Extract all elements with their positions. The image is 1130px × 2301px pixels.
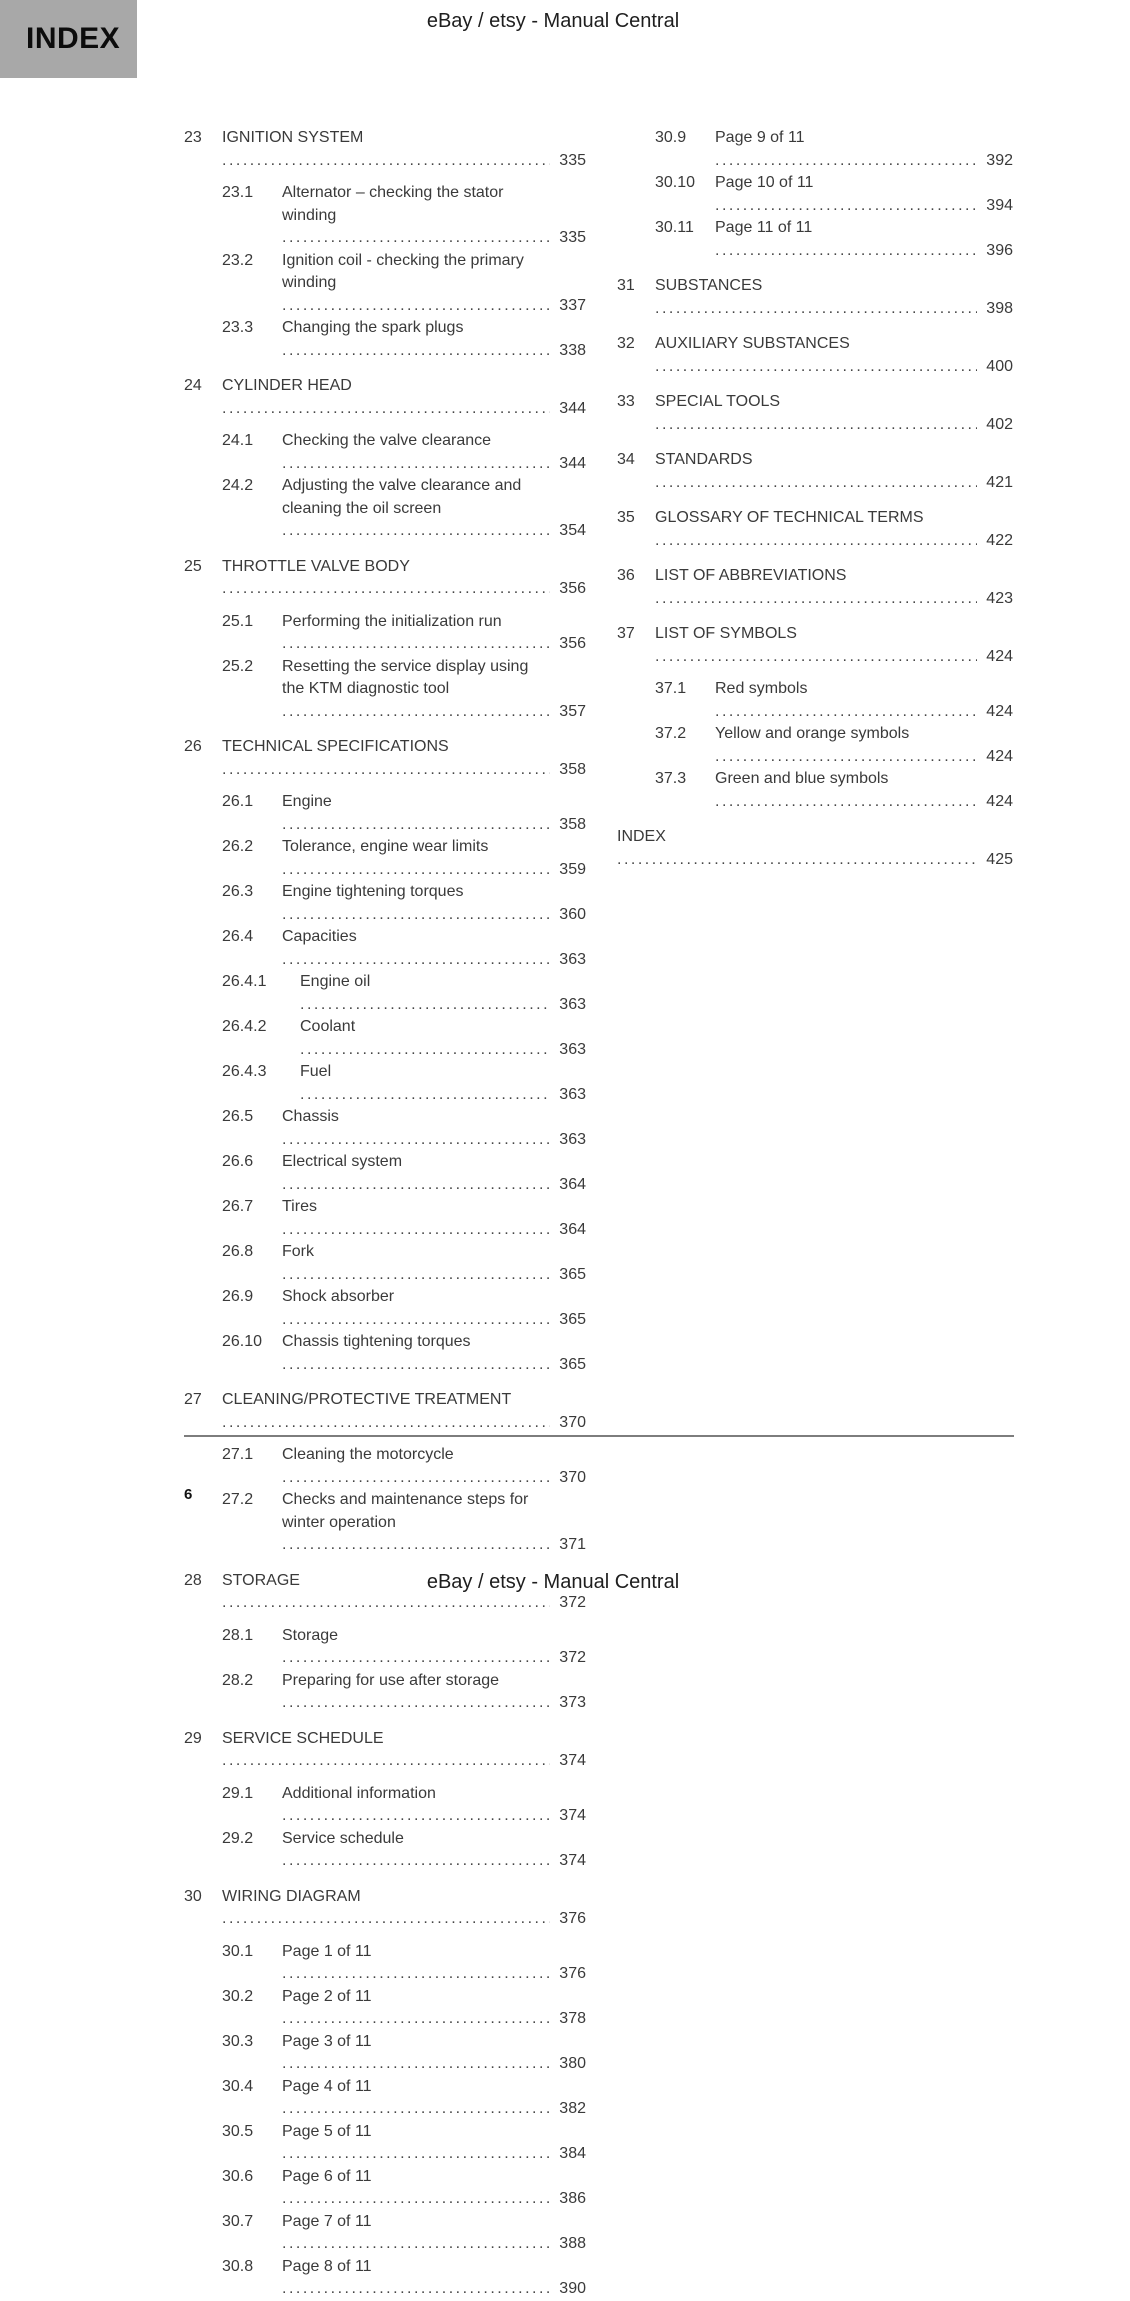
toc-entry-page: 374 bbox=[559, 1752, 586, 1769]
toc-entry-page: 365 bbox=[559, 1265, 586, 1283]
toc-entry-page: 372 bbox=[559, 1594, 586, 1611]
toc-entry[interactable] bbox=[184, 2166, 586, 2211]
toc-entry-title-leader bbox=[282, 611, 550, 656]
toc-entry-page: 386 bbox=[559, 2190, 586, 2207]
toc-entry-page: 380 bbox=[559, 2055, 586, 2072]
toc-entry-title-leader bbox=[617, 826, 977, 871]
toc-entry-page: 354 bbox=[559, 522, 586, 539]
toc-entry-title: Changing the spark plugs bbox=[282, 319, 464, 336]
toc-entry-title-leader bbox=[222, 556, 550, 601]
toc-entry-title-leader bbox=[222, 736, 550, 781]
toc-entry-number: 26.1 bbox=[222, 793, 254, 810]
toc-entry-page: 371 bbox=[559, 1536, 586, 1553]
toc-entry-page: 363 bbox=[559, 1130, 586, 1148]
toc-entry-title-leader bbox=[222, 127, 550, 172]
toc-entry[interactable] bbox=[617, 565, 1013, 610]
toc-entry-page: 358 bbox=[559, 815, 586, 833]
toc-entry[interactable] bbox=[184, 1389, 586, 1434]
toc-entry-page: 388 bbox=[559, 2235, 586, 2252]
toc-entry-page: 402 bbox=[986, 415, 1013, 433]
toc-entry-number: 28.1 bbox=[222, 1626, 254, 1644]
toc-entry[interactable] bbox=[184, 1625, 586, 1670]
toc-entry-title: STORAGE bbox=[222, 1571, 300, 1589]
toc-entry-title-leader bbox=[300, 1061, 550, 1106]
toc-entry[interactable] bbox=[617, 333, 1013, 378]
toc-entry-page: 363 bbox=[559, 1040, 586, 1058]
toc-entry-title: AUXILIARY SUBSTANCES bbox=[655, 335, 850, 352]
toc-entry-page: 396 bbox=[986, 241, 1013, 259]
index-tab-label: INDEX bbox=[26, 22, 121, 55]
toc-entry[interactable] bbox=[184, 1061, 586, 1106]
toc-entry-page: 364 bbox=[559, 1175, 586, 1193]
toc-entry[interactable] bbox=[184, 1783, 586, 1828]
toc-entry-title-leader bbox=[282, 656, 550, 724]
toc-entry-page: 424 bbox=[986, 647, 1013, 665]
toc-entry-number: 37.3 bbox=[655, 770, 687, 787]
toc-entry-title: SERVICE SCHEDULE bbox=[222, 1729, 384, 1747]
toc-entry[interactable] bbox=[184, 1670, 586, 1715]
toc-entry-page: 423 bbox=[986, 589, 1013, 607]
toc-entry[interactable] bbox=[184, 1489, 586, 1557]
toc-entry-number: 34 bbox=[617, 451, 635, 468]
toc-entry-title: Cleaning the motorcycle bbox=[282, 1446, 454, 1463]
toc-entry-number: 28 bbox=[184, 1571, 202, 1589]
toc-entry[interactable] bbox=[184, 1106, 586, 1151]
toc-entry-page: 360 bbox=[559, 905, 586, 923]
toc-entry-page: 394 bbox=[986, 196, 1013, 214]
toc-entry-title: Fork bbox=[282, 1243, 314, 1260]
toc-entry-title-leader bbox=[282, 926, 550, 971]
toc-entry-number: 26.4.2 bbox=[222, 1018, 267, 1035]
toc-entry[interactable] bbox=[617, 507, 1013, 552]
toc-entry-page: 425 bbox=[986, 850, 1013, 868]
toc-entry-number: 26.8 bbox=[222, 1243, 254, 1260]
toc-entry-number: 26.5 bbox=[222, 1108, 254, 1125]
toc-entry-number: 28.2 bbox=[222, 1671, 254, 1689]
toc-entry-title: Page 6 of 11 bbox=[282, 2167, 372, 2185]
toc-entry-title-leader bbox=[282, 1331, 550, 1376]
toc-entry-number: 30.8 bbox=[222, 2257, 254, 2275]
toc-entry[interactable] bbox=[184, 556, 586, 601]
toc-entry-number: 26.4.1 bbox=[222, 973, 267, 990]
toc-entry-title: Ignition coil - checking the primary winding bbox=[282, 251, 524, 291]
toc-entry-number: 26.9 bbox=[222, 1288, 254, 1305]
footer-title: eBay / etsy - Manual Central bbox=[426, 1571, 680, 1593]
toc-entry-title-leader bbox=[655, 275, 977, 320]
toc-entry-page: 356 bbox=[559, 580, 586, 597]
toc-entry-title: Adjusting the valve clearance and cleaning the oil screen bbox=[282, 477, 522, 517]
toc-entry-number: 25.2 bbox=[222, 657, 254, 675]
toc-entry-number: 27.2 bbox=[222, 1491, 254, 1508]
toc-entry-title: Tolerance, engine wear limits bbox=[282, 838, 489, 855]
toc-entry-title: Engine tightening torques bbox=[282, 883, 464, 900]
toc-entry-page: 335 bbox=[559, 229, 586, 246]
toc-entry-number: 26.10 bbox=[222, 1333, 263, 1350]
toc-entry-number: 36 bbox=[617, 567, 635, 584]
toc-entry-number: 27 bbox=[184, 1391, 202, 1408]
toc-entry[interactable] bbox=[184, 2031, 586, 2076]
toc-entry-number: 26.4 bbox=[222, 928, 254, 945]
toc-entry-number: 25 bbox=[184, 557, 202, 575]
toc-entry-page: 356 bbox=[559, 635, 586, 652]
toc-entry[interactable] bbox=[184, 791, 586, 836]
toc-entry-title-leader bbox=[655, 333, 977, 378]
toc-entry-page: 364 bbox=[559, 1220, 586, 1238]
toc-entry-number: 26.3 bbox=[222, 883, 254, 900]
toc-entry[interactable] bbox=[184, 926, 586, 971]
toc-entry[interactable] bbox=[184, 2256, 586, 2301]
toc-entry[interactable] bbox=[184, 971, 586, 1016]
toc-entry-number: 30.4 bbox=[222, 2077, 254, 2095]
toc-entry-title: Page 10 of 11 bbox=[715, 174, 814, 191]
toc-entry-title-leader bbox=[282, 1444, 550, 1489]
toc-entry-title-leader bbox=[282, 250, 550, 318]
toc-entry-title-leader bbox=[282, 2031, 550, 2076]
toc-entry-title: Page 9 of 11 bbox=[715, 129, 805, 146]
footer-divider bbox=[184, 1435, 1014, 1437]
toc-entry-title: Coolant bbox=[300, 1018, 356, 1035]
toc-entry-title: Additional information bbox=[282, 1784, 436, 1802]
toc-entry-page: 374 bbox=[559, 1807, 586, 1824]
toc-entry[interactable] bbox=[184, 375, 586, 420]
page-number: 6 bbox=[184, 1486, 193, 1503]
toc-entry-title-leader bbox=[300, 1016, 550, 1061]
toc-entry-title-leader bbox=[282, 881, 550, 926]
toc-entry-title: THROTTLE VALVE BODY bbox=[222, 557, 410, 575]
toc-entry-title-leader bbox=[222, 1389, 550, 1434]
toc-entry-number: 33 bbox=[617, 393, 635, 410]
toc-entry-title-leader bbox=[282, 1986, 550, 2031]
toc-entry-title-leader bbox=[282, 317, 550, 362]
toc-entry-number: 30.10 bbox=[655, 174, 696, 191]
toc-entry[interactable] bbox=[184, 182, 586, 250]
toc-entry[interactable] bbox=[617, 678, 1013, 723]
toc-entry-number: 30.7 bbox=[222, 2212, 254, 2230]
toc-entry-title-leader bbox=[655, 507, 977, 552]
toc-entry-number: 26 bbox=[184, 738, 202, 755]
toc-entry-title: Page 1 of 11 bbox=[282, 1942, 372, 1960]
toc-entry-number: 25.1 bbox=[222, 612, 254, 630]
toc-entry-page: 365 bbox=[559, 1310, 586, 1328]
toc-entry-page: 363 bbox=[559, 950, 586, 968]
toc-entry-title-leader bbox=[282, 1625, 550, 1670]
toc-entry-title-leader bbox=[715, 723, 977, 768]
toc-entry-title: Page 4 of 11 bbox=[282, 2077, 372, 2095]
toc-entry-title: Engine bbox=[282, 793, 332, 810]
toc-entry[interactable] bbox=[184, 2076, 586, 2121]
toc-entry-title-leader bbox=[282, 1241, 550, 1286]
toc-entry[interactable] bbox=[184, 1828, 586, 1873]
toc-entry[interactable] bbox=[184, 1986, 586, 2031]
toc-entry-title: Green and blue symbols bbox=[715, 770, 889, 787]
toc-entry-title-leader bbox=[655, 565, 977, 610]
toc-entry-title: LIST OF ABBREVIATIONS bbox=[655, 567, 847, 584]
toc-entry-number: 29.1 bbox=[222, 1784, 254, 1802]
toc-entry-page: 357 bbox=[559, 702, 586, 720]
toc-entry-title: Alternator – checking the stator winding bbox=[282, 184, 504, 224]
toc-entry-number: 23 bbox=[184, 129, 202, 146]
toc-entry-title: Chassis tightening torques bbox=[282, 1333, 471, 1350]
toc-entry-title-leader bbox=[715, 217, 977, 262]
toc-entry-title: Page 3 of 11 bbox=[282, 2032, 372, 2050]
toc-entry-page: 398 bbox=[986, 299, 1013, 317]
toc-entry-title: Storage bbox=[282, 1626, 339, 1644]
toc-entry-number: 23.3 bbox=[222, 319, 254, 336]
toc-entry-title: Electrical system bbox=[282, 1153, 403, 1170]
toc-entry-title: Page 5 of 11 bbox=[282, 2122, 372, 2140]
toc-entry-number: 30 bbox=[184, 1887, 202, 1905]
toc-entry-title-leader bbox=[282, 1670, 550, 1715]
toc-entry[interactable] bbox=[184, 2121, 586, 2166]
toc-entry-number: 26.7 bbox=[222, 1198, 254, 1215]
toc-entry-number: 30.2 bbox=[222, 1987, 254, 2005]
toc-entry-title: CYLINDER HEAD bbox=[222, 377, 352, 394]
toc-entry-page: 424 bbox=[986, 747, 1013, 765]
toc-entry-page: 400 bbox=[986, 357, 1013, 375]
toc-entry-title-leader bbox=[282, 1941, 550, 1986]
toc-entry[interactable] bbox=[184, 611, 586, 656]
toc-entry-number: 29.2 bbox=[222, 1829, 254, 1847]
toc-entry-title: WIRING DIAGRAM bbox=[222, 1887, 361, 1905]
toc-entry-title-leader bbox=[282, 2076, 550, 2121]
toc-entry[interactable] bbox=[617, 275, 1013, 320]
toc-entry-page: 370 bbox=[559, 1413, 586, 1431]
toc-entry-title: Fuel bbox=[300, 1063, 332, 1080]
toc-entry-title-leader bbox=[282, 1106, 550, 1151]
toc-entry-number: 26.4.3 bbox=[222, 1063, 267, 1080]
toc-entry[interactable] bbox=[184, 430, 586, 475]
toc-entry-title: Checking the valve clearance bbox=[282, 432, 492, 449]
toc-entry-title: INDEX bbox=[617, 828, 666, 845]
toc-entry-number: 30.9 bbox=[655, 129, 687, 146]
toc-entry-page: 424 bbox=[986, 702, 1013, 720]
toc-entry-page: 370 bbox=[559, 1468, 586, 1486]
toc-entry-number: 23.1 bbox=[222, 184, 254, 201]
toc-entry[interactable] bbox=[617, 217, 1013, 262]
toc-entry-title: Tires bbox=[282, 1198, 317, 1215]
toc-entry[interactable] bbox=[184, 1196, 586, 1241]
toc-entry-page: 344 bbox=[559, 399, 586, 417]
toc-entry-title-leader bbox=[282, 2121, 550, 2166]
toc-entry-number: 24.1 bbox=[222, 432, 254, 449]
toc-right-column bbox=[617, 127, 1013, 2301]
toc-entry[interactable] bbox=[184, 1016, 586, 1061]
table-of-contents bbox=[184, 127, 1013, 2301]
toc-entry[interactable] bbox=[617, 449, 1013, 494]
toc-entry-title-leader bbox=[282, 791, 550, 836]
toc-entry[interactable] bbox=[184, 1286, 586, 1331]
toc-entry-title: Red symbols bbox=[715, 680, 808, 697]
toc-entry-page: 421 bbox=[986, 473, 1013, 491]
toc-entry-title-leader bbox=[282, 1196, 550, 1241]
toc-entry-title: Service schedule bbox=[282, 1829, 404, 1847]
toc-entry-page: 382 bbox=[559, 2100, 586, 2117]
toc-entry-title-leader bbox=[655, 391, 977, 436]
toc-entry-title-leader bbox=[282, 836, 550, 881]
toc-entry-title-leader bbox=[282, 1489, 550, 1557]
toc-entry-title: STANDARDS bbox=[655, 451, 753, 468]
toc-entry-number: 37.2 bbox=[655, 725, 687, 742]
toc-entry-page: 363 bbox=[559, 1085, 586, 1103]
toc-entry-title-leader bbox=[715, 172, 977, 217]
toc-entry-page: 365 bbox=[559, 1355, 586, 1373]
toc-entry-title-leader bbox=[300, 971, 550, 1016]
toc-entry[interactable] bbox=[617, 391, 1013, 436]
toc-entry[interactable] bbox=[617, 623, 1013, 668]
toc-entry[interactable] bbox=[184, 1331, 586, 1376]
toc-entry-page: 372 bbox=[559, 1649, 586, 1666]
toc-entry-title: Shock absorber bbox=[282, 1288, 395, 1305]
toc-entry-number: 29 bbox=[184, 1729, 202, 1747]
toc-entry-title-leader bbox=[282, 1783, 550, 1828]
toc-entry[interactable] bbox=[184, 1241, 586, 1286]
toc-entry-title: IGNITION SYSTEM bbox=[222, 129, 364, 146]
toc-entry-number: 35 bbox=[617, 509, 635, 526]
toc-entry[interactable] bbox=[184, 1941, 586, 1986]
toc-entry-number: 37.1 bbox=[655, 680, 687, 697]
toc-entry-number: 27.1 bbox=[222, 1446, 254, 1463]
toc-entry-page: 422 bbox=[986, 531, 1013, 549]
toc-entry-number: 24.2 bbox=[222, 477, 254, 494]
toc-entry[interactable] bbox=[184, 2211, 586, 2256]
toc-entry-title-leader bbox=[282, 2166, 550, 2211]
toc-entry-title-leader bbox=[222, 1886, 550, 1931]
toc-entry-page: 384 bbox=[559, 2145, 586, 2162]
toc-entry-title: Yellow and orange symbols bbox=[715, 725, 910, 742]
toc-entry-title-leader bbox=[282, 1828, 550, 1873]
toc-entry-page: 390 bbox=[559, 2280, 586, 2297]
toc-entry[interactable] bbox=[184, 656, 586, 724]
toc-entry-page: 338 bbox=[559, 341, 586, 359]
toc-entry-page: 378 bbox=[559, 2010, 586, 2027]
toc-entry-number: 30.11 bbox=[655, 219, 694, 236]
toc-entry-page: 376 bbox=[559, 1965, 586, 1982]
toc-entry[interactable] bbox=[184, 475, 586, 543]
toc-entry-number: 37 bbox=[617, 625, 635, 642]
toc-entry-title: SPECIAL TOOLS bbox=[655, 393, 781, 410]
toc-entry-title-leader bbox=[222, 375, 550, 420]
toc-entry-title: Page 7 of 11 bbox=[282, 2212, 372, 2230]
toc-entry-title: Chassis bbox=[282, 1108, 339, 1125]
toc-entry-page: 373 bbox=[559, 1694, 586, 1711]
toc-entry-number: 24 bbox=[184, 377, 202, 394]
toc-entry-number: 30.5 bbox=[222, 2122, 254, 2140]
toc-entry-title: Page 2 of 11 bbox=[282, 1987, 372, 2005]
toc-entry-title-leader bbox=[715, 127, 977, 172]
toc-entry-title-leader bbox=[655, 449, 977, 494]
toc-entry-title: CLEANING/PROTECTIVE TREATMENT bbox=[222, 1391, 512, 1408]
toc-entry-page: 358 bbox=[559, 760, 586, 778]
toc-entry-title: Capacities bbox=[282, 928, 357, 945]
toc-entry-number: 30.3 bbox=[222, 2032, 254, 2050]
toc-left-column bbox=[184, 127, 586, 2301]
toc-entry-title: Engine oil bbox=[300, 973, 371, 990]
toc-entry-page: 344 bbox=[559, 454, 586, 472]
toc-entry-title-leader bbox=[282, 475, 550, 543]
toc-entry[interactable] bbox=[617, 127, 1013, 172]
toc-entry[interactable] bbox=[184, 1444, 586, 1489]
toc-entry[interactable] bbox=[184, 1728, 586, 1773]
toc-entry-number: 30.1 bbox=[222, 1942, 254, 1960]
toc-entry[interactable] bbox=[184, 736, 586, 781]
toc-entry-title: Checks and maintenance steps for winter operation bbox=[282, 1491, 529, 1531]
toc-entry-title-leader bbox=[282, 2211, 550, 2256]
toc-entry[interactable] bbox=[617, 768, 1013, 813]
toc-entry-page: 392 bbox=[986, 151, 1013, 169]
toc-entry[interactable] bbox=[184, 881, 586, 926]
toc-entry-title-leader bbox=[282, 1286, 550, 1331]
toc-entry-title-leader bbox=[715, 768, 977, 813]
toc-entry-page: 374 bbox=[559, 1852, 586, 1869]
toc-entry-number: 30.6 bbox=[222, 2167, 254, 2185]
toc-entry-title-leader bbox=[715, 678, 977, 723]
toc-entry-title: LIST OF SYMBOLS bbox=[655, 625, 797, 642]
toc-entry-number: 32 bbox=[617, 335, 635, 352]
toc-entry-title: TECHNICAL SPECIFICATIONS bbox=[222, 738, 449, 755]
toc-entry-title: GLOSSARY OF TECHNICAL TERMS bbox=[655, 509, 924, 526]
toc-entry-number: 26.2 bbox=[222, 838, 254, 855]
toc-entry-number: 31 bbox=[617, 277, 635, 294]
toc-entry-title: Page 11 of 11 bbox=[715, 219, 813, 236]
toc-entry-page: 424 bbox=[986, 792, 1013, 810]
toc-entry-title-leader bbox=[222, 1728, 550, 1773]
toc-entry-title: Preparing for use after storage bbox=[282, 1671, 500, 1689]
toc-entry[interactable] bbox=[617, 172, 1013, 217]
header-title: eBay / etsy - Manual Central bbox=[426, 10, 680, 32]
toc-entry[interactable] bbox=[184, 127, 586, 172]
toc-entry-title: Performing the initialization run bbox=[282, 612, 502, 630]
toc-entry-title-leader bbox=[655, 623, 977, 668]
toc-entry[interactable] bbox=[184, 1151, 586, 1196]
toc-entry-page: 337 bbox=[559, 296, 586, 314]
toc-entry-title-leader bbox=[282, 182, 550, 250]
toc-entry-page: 363 bbox=[559, 995, 586, 1013]
toc-entry-number: 26.6 bbox=[222, 1153, 254, 1170]
toc-entry-title: SUBSTANCES bbox=[655, 277, 763, 294]
toc-entry-title-leader bbox=[282, 430, 550, 475]
toc-entry-title: Resetting the service display using the KTM diagnostic tool bbox=[282, 657, 529, 697]
toc-entry[interactable] bbox=[617, 826, 1013, 871]
toc-entry-page: 376 bbox=[559, 1910, 586, 1927]
toc-entry-number: 23.2 bbox=[222, 251, 254, 269]
toc-entry[interactable] bbox=[184, 1886, 586, 1931]
toc-entry[interactable] bbox=[184, 250, 586, 318]
toc-entry-title: Page 8 of 11 bbox=[282, 2257, 372, 2275]
toc-entry[interactable] bbox=[617, 723, 1013, 768]
toc-entry[interactable] bbox=[184, 317, 586, 362]
toc-entry-page: 359 bbox=[559, 860, 586, 878]
toc-entry[interactable] bbox=[184, 836, 586, 881]
toc-entry-title-leader bbox=[282, 2256, 550, 2301]
toc-entry-page: 335 bbox=[559, 151, 586, 169]
toc-entry-title-leader bbox=[282, 1151, 550, 1196]
